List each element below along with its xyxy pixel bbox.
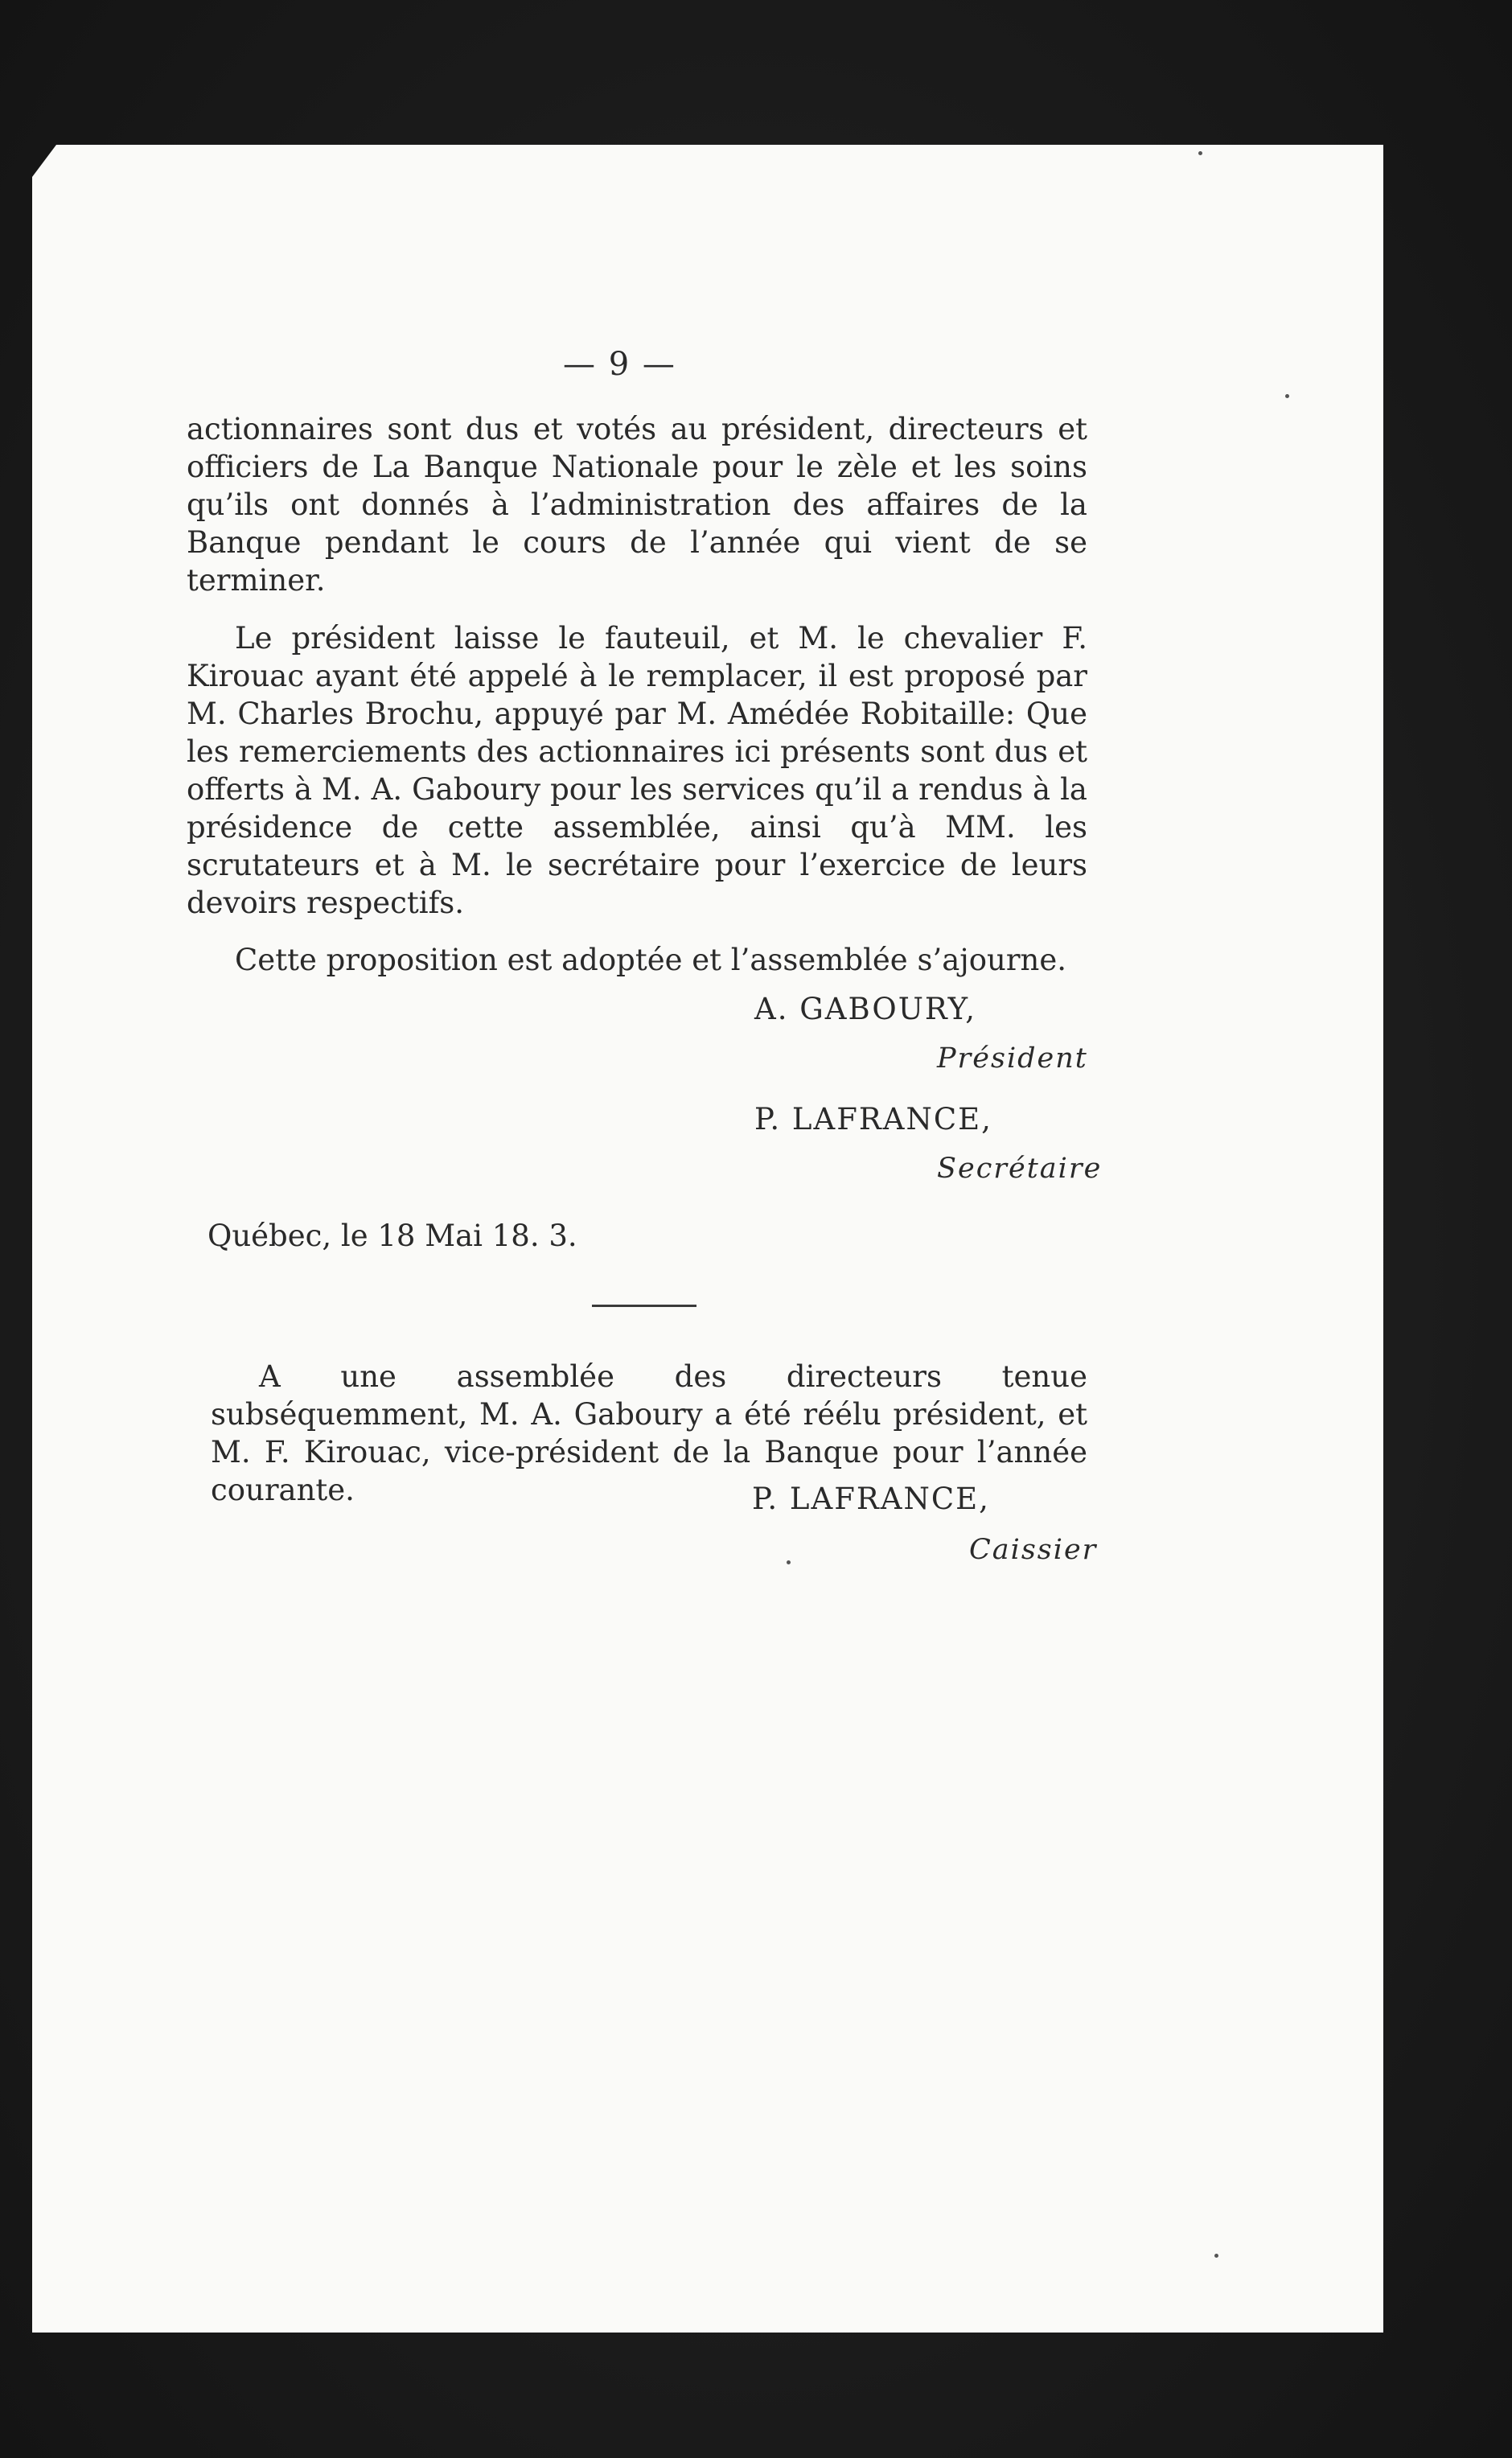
signature-name-secretary: P. LAFRANCE,	[754, 1102, 992, 1137]
paragraph-motion	[187, 619, 1087, 922]
paragraph-text: actionnaires sont dus et votés au président, directeurs et officiers de La Banque Nationale pour le zèle et les soins qu’ils ont donnés à l’administration des affaires de la Banque pendant le cours de l’année qui vient de se terminer.	[187, 412, 1087, 598]
paper-speck	[787, 1560, 791, 1564]
signature-name-cashier: P. LAFRANCE,	[752, 1482, 990, 1516]
paragraph-adjourn	[235, 941, 1087, 979]
section-divider	[592, 1305, 696, 1307]
signature-title-secretary: Secrétaire	[937, 1153, 1103, 1185]
page-number: — 9 —	[563, 346, 676, 383]
paragraph-thanks-officers	[187, 410, 1087, 599]
signature-title-president: Président	[937, 1042, 1088, 1075]
paragraph-text: Le président laisse le fauteuil, et M. le chevalier F. Kirouac ayant été appelé à le remplacer, il est proposé par M. Charles Brochu, appuyé par M. Amédée Robitaille: Que les remerciements des actionnaires ici présents sont dus et offerts à M. A. Gaboury pour les services qu’il a rendus à la présidence de cette assemblée, ainsi qu’à MM. les scrutateurs et à M. le secrétaire pour l’exercice de leurs devoirs respectifs.	[187, 621, 1087, 920]
paper-speck	[1285, 394, 1289, 398]
paper-speck	[1214, 2254, 1218, 2258]
paragraph-text: A une assemblée des directeurs tenue subséquemment, M. A. Gaboury a été réélu président, et M. F. Kirouac, vice-président de la Banque pour l’année courante.	[211, 1359, 1087, 1507]
paper-speck	[1198, 151, 1202, 155]
signature-name-president: A. GABOURY,	[754, 992, 977, 1026]
signature-title-cashier: Caissier	[969, 1534, 1098, 1566]
date-line: Québec, le 18 Mai 18. 3.	[207, 1219, 577, 1253]
paragraph-text: Cette proposition est adoptée et l’assemblée s’ajourne.	[235, 943, 1067, 977]
